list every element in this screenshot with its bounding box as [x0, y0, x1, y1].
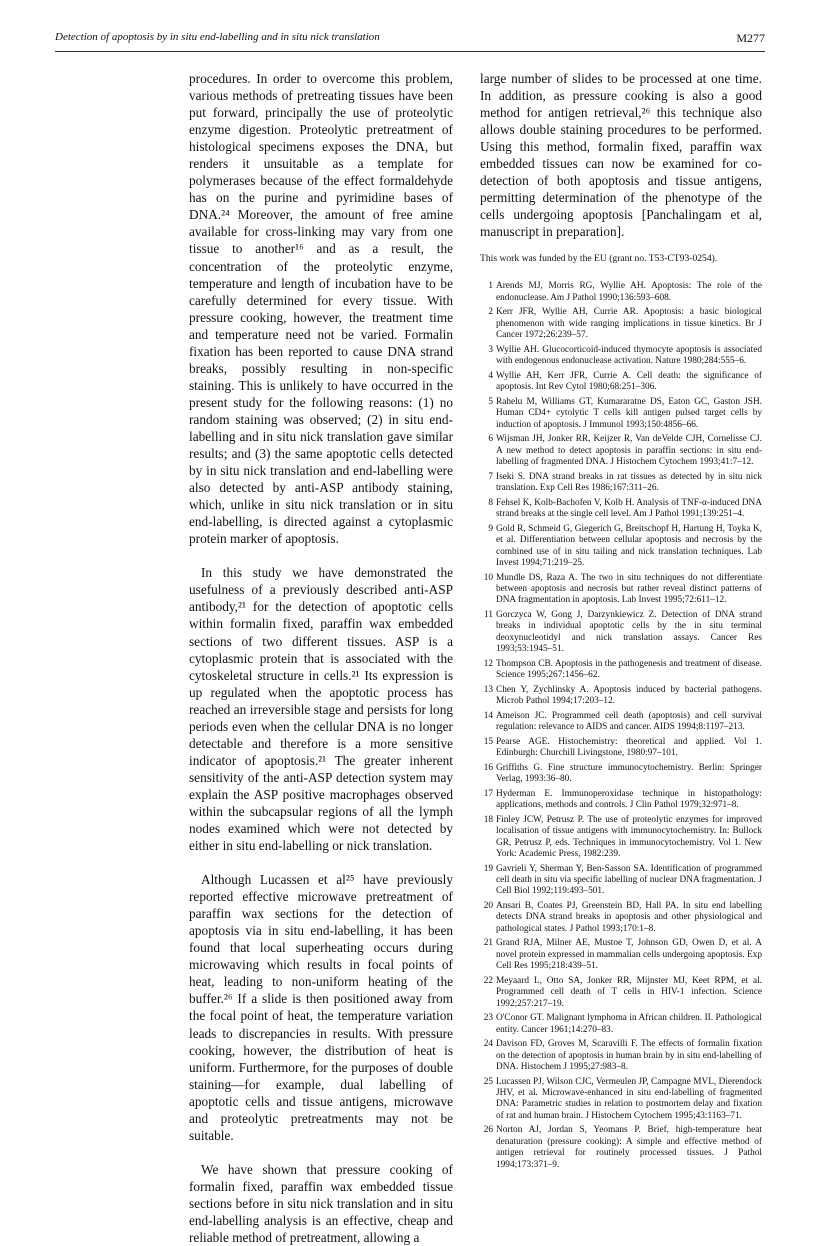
reference-number: 12 — [483, 658, 493, 669]
right-column — [480, 70, 762, 1174]
reference-item — [480, 524, 762, 570]
reference-item — [480, 573, 762, 607]
left-column — [189, 70, 453, 1246]
running-title: Detection of apoptosis by in situ end-labelling and in situ nick translation — [55, 31, 380, 43]
reference-text: Gavrieli Y, Sherman Y, Ben-Sasson SA. Identification of programmed cell death in situ via specific labelling of nuclear DNA fragmentation. J Cell Biol 1992;119:493–501. — [496, 863, 762, 897]
body-paragraph: procedures. In order to overcome this problem, various methods of pretreating tissues have been put forward, principally the use of proteolytic enzyme digestion. Proteolytic pretreatment of histological specimens exposes the DNA, but renders it unsuitable as a template for polymerases because of the effect formaldehyde has on the purine and pyrimidine bases of DNA.²⁴ Moreover, the amount of free amine available for cross-linking may vary from one tissue to another¹⁶ and as a result, the concentration of the proteolytic enzyme, temperature and length of incubation have to be carefully determined for every tissue. With pressure cooking, however, the treatment time and temperature need not be varied. Formalin fixation has been reported to cause DNA strand breaks, possibly resulting in non-specific staining. This is unlikely to have occurred in the present study for the following reasons: (1) no random staining was observed; (2) in situ end-labelling and in situ nick translation gave similar results; and (3) the same apoptotic cells detected by in situ nick translation and end-labelling were also detected by anti-ASP antibody staining, which, unlike in situ nick translation or in situ end-labelling, is directed against a cytoplasmic protein marker of apoptosis. — [189, 71, 453, 547]
reference-number: 25 — [483, 1076, 493, 1087]
reference-number: 13 — [483, 684, 493, 695]
reference-text: Lucassen PJ, Wilson CJC, Vermeulen JP, Campagne MVL, Dierendock JHV, et al. Microwave-enhanced in situ end-labelling of fragmented DNA: Parametric studies in relation to postmortem delay and fixation of rat and human brain. J Histochem Cytochem 1995;43:1163–71. — [496, 1076, 762, 1121]
reference-number: 8 — [488, 497, 493, 508]
reference-item — [480, 659, 762, 682]
reference-text: O'Conor GT. Malignant lymphoma in African children. II. Pathological entity. Cancer 1961;14:270–83. — [496, 1013, 762, 1035]
reference-text: Finley JCW, Petrusz P. The use of proteolytic enzymes for improved localisation of tissue antigens with immunocytochemistry. In: Bullock GR, Petrusz P, eds. Techniques in immunocytochemistry. Vol 1. New York: Academic Press, 1982:239. — [496, 814, 762, 859]
page-number: M277 — [736, 31, 765, 45]
reference-text: Chen Y, Zychlinsky A. Apoptosis induced by bacterial pathogens. Microb Pathol 1994;17:203–12. — [496, 684, 762, 707]
reference-text: Ameison JC. Programmed cell death (apoptosis) and cell survival regulation: relevance to AIDS and cancer. AIDS 1994;8:1197–213. — [496, 710, 762, 733]
reference-text: Griffiths G. Fine structure immunocytochemistry. Berlin: Springer Verlag, 1993:36–80. — [496, 762, 762, 785]
reference-item — [480, 397, 762, 431]
reference-number: 3 — [488, 344, 493, 355]
reference-text: Davison FD, Groves M, Scaravilli F. The effects of formalin fixation on the detection of apoptosis in human brain by in situ end-labelling of DNA. Histochem J 1995;27:983–8. — [496, 1039, 762, 1072]
reference-number: 1 — [488, 281, 493, 292]
reference-number: 7 — [488, 471, 493, 482]
reference-item — [480, 711, 762, 734]
reference-text: Norton AJ, Jordan S, Yeomans P. Brief, high-temperature heat denaturation (pressure cooking): A simple and effective method of antigen retrieval for routinely processed tissues. J Pathol 1994;173:371–9. — [496, 1125, 762, 1170]
reference-item — [480, 498, 762, 521]
reference-item — [480, 307, 762, 341]
reference-number: 2 — [488, 307, 493, 318]
reference-text: Rahelu M, Williams GT, Kumararatne DS, Eaton GC, Gaston JSH. Human CD4+ cytolytic T cells kill antigen pulsed target cells by induction of apoptosis. J Immunol 1993;150:4856–66. — [496, 396, 762, 430]
reference-item — [480, 472, 762, 495]
body-paragraph: In this study we have demonstrated the usefulness of a previously described anti-ASP antibody,²¹ for the detection of apoptotic cells within formalin fixed, paraffin wax embedded sections of two different tissues. ASP is a cytoplasmic protein that is associated with the cytoskeletal structure in cells.²¹ Its expression is up regulated when the apoptotic process has reached an irreversible stage and persists for long periods even when the cellular DNA is no longer detectable and therefore is a more sensitive indicator of apoptosis.²¹ The greater inherent sensitivity of the anti-ASP detection system may explain the ASP positive macrophages observed within the subcapsular regions of all the lymph nodes examined which were not detected by either in situ end-labelling or nick translation. — [189, 565, 453, 854]
reference-item — [480, 1077, 762, 1123]
reference-item — [480, 434, 762, 468]
reference-item — [480, 763, 762, 786]
reference-item — [480, 610, 762, 656]
reference-text: Gorczyca W, Gong J, Darzynkiewicz Z. Detection of DNA strand breaks in individual apoptotic cells by the in situ terminal deoxynucleotidyl and nick translation assays. Cancer Res 1993;53:1945–51. — [496, 609, 762, 655]
body-paragraph: We have shown that pressure cooking of formalin fixed, paraffin wax embedded tissue sections before in situ nick translation and in situ end-labelling analysis is an effective, cheap and reliable method of pretreatment, allowing a — [189, 1161, 453, 1246]
reference-item — [480, 1039, 762, 1073]
reference-text: Meyaard L, Otto SA, Jonker RR, Mijnster MJ, Keet RPM, et al. Programmed cell death of T cells in HIV-1 infection. Science 1992;257:217–19. — [496, 975, 762, 1009]
reference-item — [480, 976, 762, 1010]
reference-list — [480, 281, 762, 1171]
reference-number: 6 — [488, 434, 493, 445]
reference-text: Kerr JFR, Wyllie AH, Currie AR. Apoptosis: a basic biological phenomenon with wide ranging implications in tissue kinetics. Br J Cancer 1972;26:239–57. — [496, 307, 762, 341]
reference-item — [480, 901, 762, 935]
reference-item — [480, 1013, 762, 1036]
reference-number: 15 — [483, 736, 493, 747]
reference-number: 19 — [483, 863, 493, 874]
reference-number: 10 — [483, 572, 493, 583]
reference-item — [480, 815, 762, 861]
reference-text: Wijsman JH, Jonker RR, Keijzer R, Van deVelde CJH, Cornelisse CJ. A new method to detect apoptosis in paraffin sections: in situ end-labelling of fragmented DNA. J Histochem Cytochem 1993;41:7–12. — [496, 434, 762, 468]
reference-number: 22 — [483, 975, 493, 986]
reference-number: 18 — [483, 814, 493, 825]
reference-text: Fehsel K, Kolb-Bachofen V, Kolb H. Analysis of TNF-α-induced DNA strand breaks at the single cell level. Am J Pathol 1991;139:251–4. — [496, 497, 762, 520]
body-paragraph: large number of slides to be processed at one time. In addition, as pressure cooking is also a good method for antigen retrieval,²⁶ this technique also allows double staining procedures to be performed. Using this method, formalin fixed, paraffin wax embedded tissues can now be examined for co-detection of both apoptosis and tissue antigens, permitting determination of the phenotype of the cells undergoing apoptosis [Panchalingam et al, manuscript in preparation]. — [480, 71, 762, 240]
reference-text: Wyllie AH. Glucocorticoid-induced thymocyte apoptosis is associated with endogenous endonuclease activation. Nature 1980;284:555–6. — [496, 344, 762, 367]
reference-text: Iseki S. DNA strand breaks in rat tissues as detected by in situ nick translation. Exp Cell Res 1986;167:311–26. — [496, 471, 762, 494]
reference-item — [480, 281, 762, 304]
reference-number: 23 — [483, 1013, 493, 1024]
reference-item — [480, 737, 762, 760]
reference-number: 16 — [483, 762, 493, 773]
reference-item — [480, 864, 762, 898]
reference-number: 14 — [483, 710, 493, 721]
reference-text: Arends MJ, Morris RG, Wyllie AH. Apoptosis: The role of the endonuclease. Am J Pathol 1990;136:593–608. — [496, 281, 762, 303]
reference-text: Grand RJA, Milner AE, Mustoe T, Johnson GD, Owen D, et al. A novel protein expressed in mammalian cells undergoing apoptosis. Exp Cell Res 1995;218:439–51. — [496, 938, 762, 972]
reference-text: Thompson CB. Apoptosis in the pathogenesis and treatment of disease. Science 1995;267:1456–62. — [496, 658, 762, 681]
body-paragraph: Although Lucassen et al²⁵ have previously reported effective microwave pretreatment of paraffin wax sections for the detection of apoptosis via in situ end-labelling, it has been found that local superheating occurs during microwaving which results in focal points of heat, leading to non-uniform heating of the buffer.²⁶ If a slide is then positioned away from the focal point of heat, the temperature variation leads to discrepancies in results. With pressure cooking, however, the distribution of heat is uniform. Furthermore, for the purposes of double staining—for example, dual labelling of apoptotic cells and tissue antigens, microwave and proteolytic pretreatments may not be suitable. — [189, 872, 453, 1143]
reference-text: Wyllie AH, Kerr JFR, Currie A. Cell death: the significance of apoptosis. Int Rev Cytol 1980;68:251–306. — [496, 370, 762, 393]
reference-text: Gold R, Schmeid G, Giegerich G, Breitschopf H, Hartung H, Toyka K, et al. Differentiation between cellular apoptosis and necrosis by the combined use of in situ tailing and nick translation techniques. Lab Invest 1994;71:219–25. — [496, 523, 762, 568]
reference-item — [480, 371, 762, 394]
reference-item — [480, 789, 762, 812]
reference-text: Pearse AGE. Histochemistry: theoretical and applied. Vol 1. Edinburgh: Churchill Livingstone, 1980:97–101. — [496, 736, 762, 759]
reference-number: 24 — [483, 1039, 493, 1050]
header-rule — [55, 51, 765, 52]
running-header — [55, 31, 765, 49]
reference-number: 11 — [484, 609, 493, 620]
reference-number: 20 — [483, 900, 493, 911]
reference-text: Mundle DS, Raza A. The two in situ techniques do not differentiate between apoptosis and necrosis but rather reveal distinct patterns of DNA fragmentation in apoptosis. Lab Invest 1995;72:611–12. — [496, 572, 762, 606]
reference-number: 4 — [488, 370, 493, 381]
reference-number: 5 — [488, 396, 493, 407]
reference-number: 9 — [488, 523, 493, 534]
reference-number: 17 — [483, 788, 493, 799]
reference-item — [480, 1125, 762, 1171]
reference-number: 21 — [483, 938, 493, 949]
reference-text: Ansari B, Coates PJ, Greenstein BD, Hall PA. In situ end labelling detects DNA strand breaks in apoptosis and other physiological and pathological states. J Pathol 1993;170:1–8. — [496, 900, 762, 934]
reference-item — [480, 345, 762, 368]
reference-item — [480, 938, 762, 972]
reference-text: Hyderman E. Immunoperoxidase technique in histopathology: applications, methods and controls. J Clin Pathol 1979;32:971–8. — [496, 788, 762, 811]
reference-number: 26 — [483, 1125, 493, 1136]
funding-statement: This work was funded by the EU (grant no. T53-CT93-0254). — [480, 253, 718, 265]
reference-item — [480, 685, 762, 708]
